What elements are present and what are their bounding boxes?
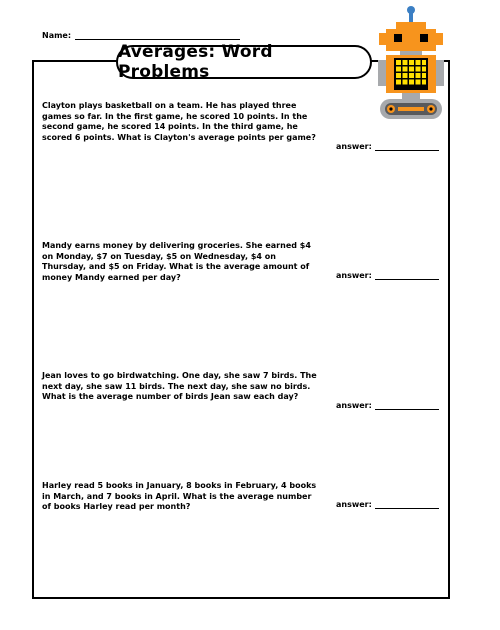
problem-2-text: Mandy earns money by delivering groceries. She earned $4 on Monday, $7 on Tuesday, $5 on Wednesday, $4 on Thursday, and $5 on Friday. What is the average amount of money Mandy earned per day? xyxy=(42,241,311,282)
name-label: Name: xyxy=(42,31,72,40)
robot-head xyxy=(386,29,436,51)
robot-left-arm xyxy=(378,60,386,86)
answer-label: answer: xyxy=(336,401,372,410)
robot-right-ear xyxy=(435,33,443,45)
answer-blank-line[interactable] xyxy=(375,271,439,280)
robot-antenna-ball xyxy=(407,6,415,14)
name-field[interactable] xyxy=(42,31,240,40)
robot-left-eye xyxy=(394,34,402,42)
title-text: Averages: Word Problems xyxy=(118,42,273,82)
problem-3-text: Jean loves to go birdwatching. One day, she saw 7 birds. The next day, she saw 11 birds. The next day, she saw no birds. What is the average number of birds Jean saw each day? xyxy=(42,371,317,401)
answer-label: answer: xyxy=(336,500,372,509)
robot-illustration-icon xyxy=(376,2,456,124)
answer-blank-line[interactable] xyxy=(375,142,439,151)
robot-right-arm xyxy=(436,60,444,86)
problem-3-answer[interactable] xyxy=(336,401,439,410)
problem-1-answer[interactable] xyxy=(336,142,439,151)
answer-label: answer: xyxy=(336,142,372,151)
answer-blank-line[interactable] xyxy=(375,500,439,509)
robot-right-eye xyxy=(420,34,428,42)
name-blank-line[interactable] xyxy=(75,31,240,40)
robot-left-ear xyxy=(379,33,387,45)
answer-blank-line[interactable] xyxy=(375,401,439,410)
worksheet-title xyxy=(116,42,372,82)
problem-1-text: Clayton plays basketball on a team. He has played three games so far. In the first game, he scored 10 points. In the second game, he scored 14 points. In the third game, he scored 6 points. What is Clayton's average points per game? xyxy=(42,101,316,142)
problem-2-answer[interactable] xyxy=(336,271,439,280)
answer-label: answer: xyxy=(336,271,372,280)
robot-antenna-stem xyxy=(409,13,413,23)
problem-4-answer[interactable] xyxy=(336,500,439,509)
problem-4-text: Harley read 5 books in January, 8 books in February, 4 books in March, and 7 books in April. What is the average number of books Harley read per month? xyxy=(42,481,317,511)
